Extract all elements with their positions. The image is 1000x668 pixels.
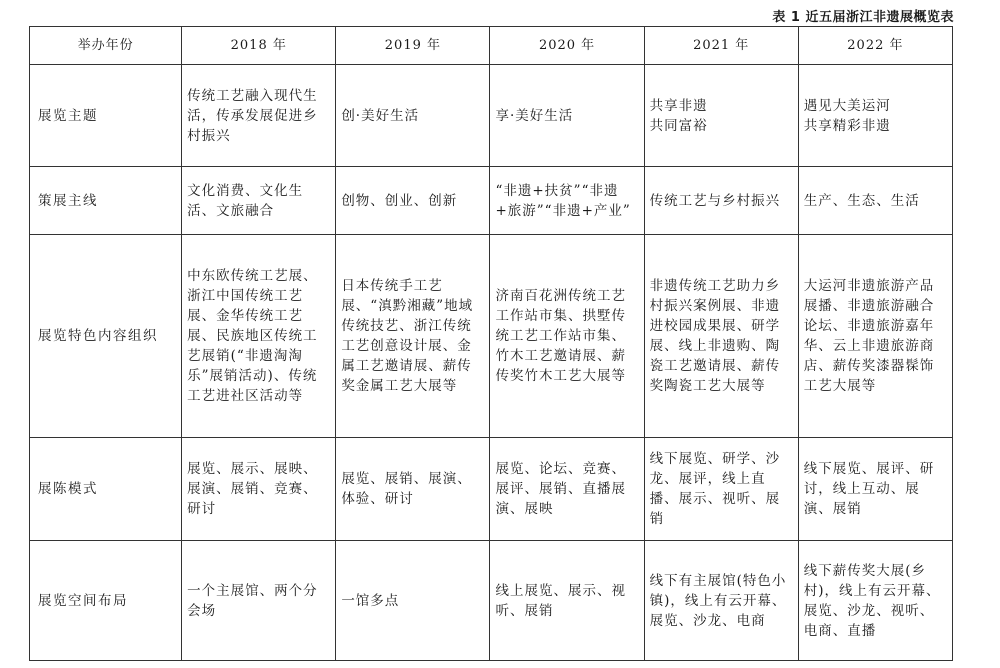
header-row xyxy=(30,27,953,65)
table-cell: 大运河非遗旅游产品展播、非遗旅游融合论坛、非遗旅游嘉年华、云上非遗旅游商店、薪传奖漆器髹饰工艺大展等 xyxy=(798,235,952,438)
table-cell: 一馆多点 xyxy=(336,541,490,661)
table-cell: 文化消费、文化生活、文旅融合 xyxy=(182,167,336,235)
table-cell: 线下展览、研学、沙龙、展评，线上直播、展示、视听、展销 xyxy=(644,438,798,541)
table-cell: 展览、论坛、竞赛、展评、展销、直播展演、展映 xyxy=(490,438,644,541)
table-row xyxy=(30,65,953,167)
table-row xyxy=(30,438,953,541)
header-cell-2020: 2020 年 xyxy=(490,27,644,65)
row-label: 展览主题 xyxy=(30,65,182,167)
header-cell-2019: 2019 年 xyxy=(336,27,490,65)
table-cell: 线下薪传奖大展(乡村)，线上有云开幕、展览、沙龙、视听、电商、直播 xyxy=(798,541,952,661)
table-cell: 享·美好生活 xyxy=(490,65,644,167)
table-row xyxy=(30,235,953,438)
table-cell: 济南百花洲传统工艺工作站市集、拱墅传统工艺工作站市集、竹木工艺邀请展、薪传奖竹木工艺大展等 xyxy=(490,235,644,438)
table-cell: 传统工艺融入现代生活，传承发展促进乡村振兴 xyxy=(182,65,336,167)
table-cell: 线下展览、展评、研讨，线上互动、展演、展销 xyxy=(798,438,952,541)
table-row xyxy=(30,541,953,661)
table-cell: 一个主展馆、两个分会场 xyxy=(182,541,336,661)
header-cell-2021: 2021 年 xyxy=(644,27,798,65)
table-cell: 创·美好生活 xyxy=(336,65,490,167)
table-cell: 日本传统手工艺展、“滇黔湘藏”地域传统技艺、浙江传统工艺创意设计展、金属工艺邀请展、薪传奖金属工艺大展等 xyxy=(336,235,490,438)
table-cell: 中东欧传统工艺展、浙江中国传统工艺展、金华传统工艺展、民族地区传统工艺展销(“非遗淘淘乐”展销活动)、传统工艺进社区活动等 xyxy=(182,235,336,438)
header-cell-year-label: 举办年份 xyxy=(30,27,182,65)
row-label: 展览特色内容组织 xyxy=(30,235,182,438)
table-cell: 创物、创业、创新 xyxy=(336,167,490,235)
row-label: 策展主线 xyxy=(30,167,182,235)
header-cell-2022: 2022 年 xyxy=(798,27,952,65)
row-label: 展陈模式 xyxy=(30,438,182,541)
table-row xyxy=(30,167,953,235)
table-cell: 非遗传统工艺助力乡村振兴案例展、非遗进校园成果展、研学展、线上非遗购、陶瓷工艺邀请展、薪传奖陶瓷工艺大展等 xyxy=(644,235,798,438)
table-cell: 展览、展示、展映、展演、展销、竞赛、研讨 xyxy=(182,438,336,541)
overview-table xyxy=(29,26,953,661)
table-cell: 共享非遗 共同富裕 xyxy=(644,65,798,167)
table-cell: 生产、生态、生活 xyxy=(798,167,952,235)
table-cell: 展览、展销、展演、体验、研讨 xyxy=(336,438,490,541)
table-cell: 线上展览、展示、视听、展销 xyxy=(490,541,644,661)
header-cell-2018: 2018 年 xyxy=(182,27,336,65)
table-caption: 表 1 近五届浙江非遗展概览表 xyxy=(772,10,954,25)
table-cell: 遇见大美运河 共享精彩非遗 xyxy=(798,65,952,167)
table-cell: 线下有主展馆(特色小镇)，线上有云开幕、展览、沙龙、电商 xyxy=(644,541,798,661)
table-cell: 传统工艺与乡村振兴 xyxy=(644,167,798,235)
table-cell: “非遗+扶贫”“非遗+旅游”“非遗+产业” xyxy=(490,167,644,235)
row-label: 展览空间布局 xyxy=(30,541,182,661)
